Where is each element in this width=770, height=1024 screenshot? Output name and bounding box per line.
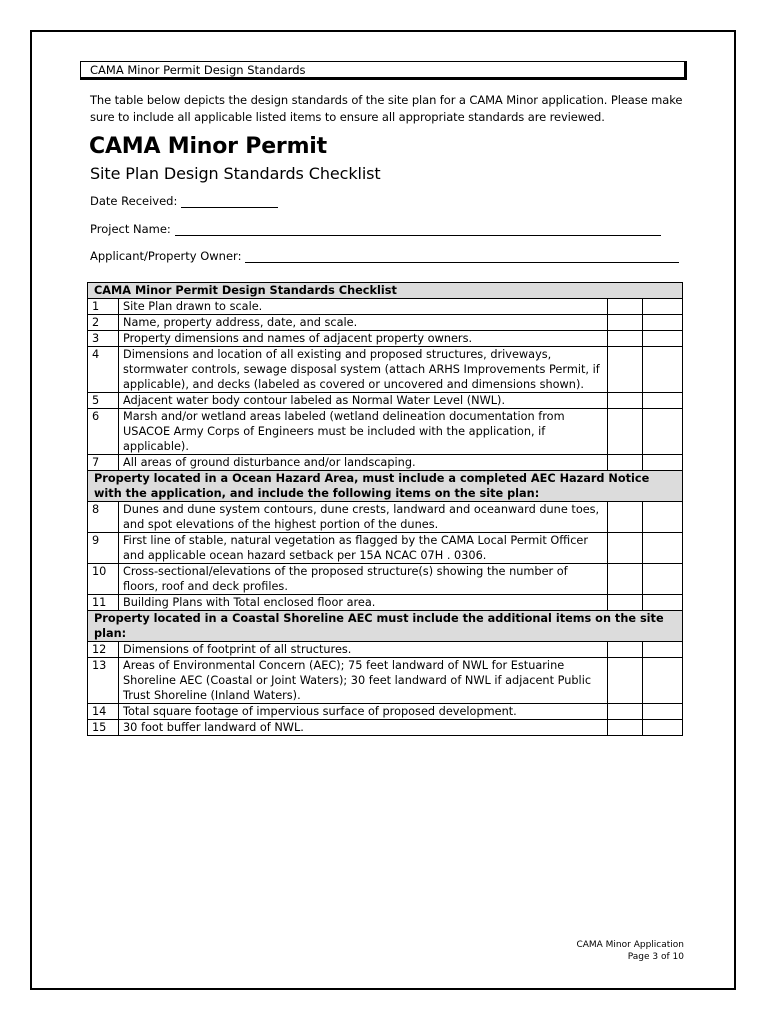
checklist-row (88, 658, 683, 704)
checkbox-cell[interactable] (608, 299, 643, 315)
checklist-row (88, 347, 683, 393)
item-description: Property dimensions and names of adjacent property owners. (119, 331, 608, 347)
applicant-field[interactable] (90, 249, 679, 263)
page-footer (576, 939, 684, 963)
checkbox-cell[interactable] (643, 502, 683, 533)
applicant-label: Applicant/Property Owner: (90, 249, 242, 263)
checkbox-cell[interactable] (608, 642, 643, 658)
item-number: 2 (88, 315, 119, 331)
footer-page-number: Page 3 of 10 (627, 952, 684, 962)
date-received-blank[interactable] (181, 195, 278, 208)
checklist-row (88, 455, 683, 471)
checkbox-cell[interactable] (643, 564, 683, 595)
checklist-row (88, 720, 683, 736)
item-description: Building Plans with Total enclosed floor area. (119, 595, 608, 611)
checkbox-cell[interactable] (643, 299, 683, 315)
applicant-blank[interactable] (245, 250, 679, 263)
checkbox-cell[interactable] (643, 393, 683, 409)
checkbox-cell[interactable] (608, 502, 643, 533)
project-name-label: Project Name: (90, 222, 171, 236)
project-name-field[interactable] (90, 222, 661, 236)
checkbox-cell[interactable] (643, 455, 683, 471)
checklist-row (88, 595, 683, 611)
item-description: All areas of ground disturbance and/or landscaping. (119, 455, 608, 471)
item-number: 8 (88, 502, 119, 533)
item-number: 6 (88, 409, 119, 455)
checkbox-cell[interactable] (643, 347, 683, 393)
checklist-row (88, 315, 683, 331)
item-description: Marsh and/or wetland areas labeled (wetland delineation documentation from USACOE Army Corps of Engineers must be included with the application, if applicable). (119, 409, 608, 455)
checkbox-cell[interactable] (608, 564, 643, 595)
item-number: 14 (88, 704, 119, 720)
checklist-row (88, 409, 683, 455)
item-description: 30 foot buffer landward of NWL. (119, 720, 608, 736)
item-description: Areas of Environmental Concern (AEC); 75 feet landward of NWL for Estuarine Shoreline AEC (Coastal or Joint Waters); 30 feet landward of NWL if adjacent Public Trust Shoreline (Inland Waters). (119, 658, 608, 704)
intro-paragraph: The table below depicts the design standards of the site plan for a CAMA Minor application. Please make sure to include all applicable listed items to ensure all appropriate standards are reviewed. (90, 93, 683, 124)
item-number: 10 (88, 564, 119, 595)
page-title: CAMA Minor Permit (89, 134, 327, 159)
checklist-row (88, 331, 683, 347)
checkbox-cell[interactable] (608, 595, 643, 611)
date-received-field[interactable] (90, 194, 278, 208)
checklist-row (88, 299, 683, 315)
item-number: 4 (88, 347, 119, 393)
checkbox-cell[interactable] (643, 533, 683, 564)
checkbox-cell[interactable] (643, 658, 683, 704)
checklist-row (88, 704, 683, 720)
checkbox-cell[interactable] (608, 533, 643, 564)
item-description: First line of stable, natural vegetation as flagged by the CAMA Local Permit Officer and applicable ocean hazard setback per 15A NCAC 07H . 0306. (119, 533, 608, 564)
item-number: 7 (88, 455, 119, 471)
item-number: 1 (88, 299, 119, 315)
item-number: 5 (88, 393, 119, 409)
page-subtitle: Site Plan Design Standards Checklist (90, 164, 381, 183)
item-number: 9 (88, 533, 119, 564)
item-number: 11 (88, 595, 119, 611)
checklist-row (88, 393, 683, 409)
date-received-label: Date Received: (90, 194, 178, 208)
item-description: Dunes and dune system contours, dune crests, landward and oceanward dune toes, and spot elevations of the highest portion of the dunes. (119, 502, 608, 533)
checkbox-cell[interactable] (643, 720, 683, 736)
design-standards-checklist (87, 282, 683, 736)
checklist-row (88, 564, 683, 595)
section-header-bar: CAMA Minor Permit Design Standards (80, 61, 687, 80)
checkbox-cell[interactable] (643, 409, 683, 455)
checklist-row (88, 502, 683, 533)
checkbox-cell[interactable] (608, 315, 643, 331)
checklist-header-row (88, 283, 683, 299)
checkbox-cell[interactable] (608, 658, 643, 704)
checkbox-cell[interactable] (608, 393, 643, 409)
checkbox-cell[interactable] (643, 642, 683, 658)
item-number: 15 (88, 720, 119, 736)
item-number: 13 (88, 658, 119, 704)
item-description: Total square footage of impervious surface of proposed development. (119, 704, 608, 720)
item-description: Site Plan drawn to scale. (119, 299, 608, 315)
checkbox-cell[interactable] (608, 455, 643, 471)
checkbox-cell[interactable] (643, 315, 683, 331)
checklist-section-row (88, 471, 683, 502)
item-description: Cross-sectional/elevations of the proposed structure(s) showing the number of floors, roof and deck profiles. (119, 564, 608, 595)
checklist-header: CAMA Minor Permit Design Standards Checklist (88, 283, 683, 299)
item-description: Name, property address, date, and scale. (119, 315, 608, 331)
checklist-row (88, 642, 683, 658)
section-heading: Property located in a Ocean Hazard Area, must include a completed AEC Hazard Notice with the application, and include the following items on the site plan: (88, 471, 683, 502)
checkbox-cell[interactable] (643, 595, 683, 611)
item-description: Adjacent water body contour labeled as Normal Water Level (NWL). (119, 393, 608, 409)
checkbox-cell[interactable] (608, 704, 643, 720)
checkbox-cell[interactable] (643, 704, 683, 720)
checkbox-cell[interactable] (643, 331, 683, 347)
item-description: Dimensions and location of all existing and proposed structures, driveways, stormwater controls, sewage disposal system (attach ARHS Improvements Permit, if applicable), and decks (labeled as covered or uncovered and dimensions shown). (119, 347, 608, 393)
checkbox-cell[interactable] (608, 720, 643, 736)
item-description: Dimensions of footprint of all structures. (119, 642, 608, 658)
item-number: 3 (88, 331, 119, 347)
checklist-row (88, 533, 683, 564)
checklist-section-row (88, 611, 683, 642)
project-name-blank[interactable] (175, 223, 661, 236)
checkbox-cell[interactable] (608, 409, 643, 455)
checkbox-cell[interactable] (608, 331, 643, 347)
checkbox-cell[interactable] (608, 347, 643, 393)
item-number: 12 (88, 642, 119, 658)
footer-doc-name: CAMA Minor Application (576, 940, 684, 950)
section-heading: Property located in a Coastal Shoreline AEC must include the additional items on the site plan: (88, 611, 683, 642)
